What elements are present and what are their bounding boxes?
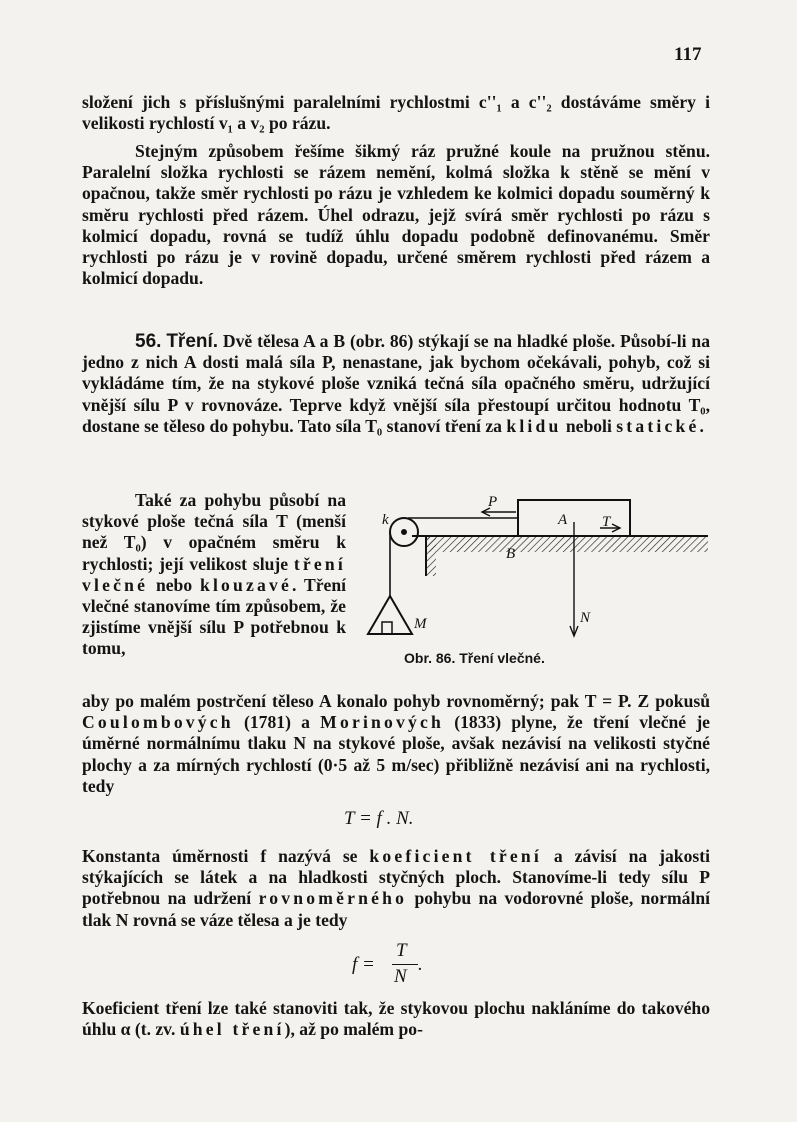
fraction-denominator: N xyxy=(394,966,407,987)
text-span: nebo xyxy=(148,574,200,595)
label-P: P xyxy=(488,494,498,510)
friction-diagram xyxy=(352,494,712,648)
fraction-lhs: f = xyxy=(352,954,375,975)
hanging-weight xyxy=(368,596,412,634)
paragraph-sliding-friction xyxy=(82,490,346,660)
paragraph-friction-intro xyxy=(82,331,710,437)
text-span: ), až po malém po- xyxy=(284,1019,423,1040)
spaced-term-koeficient-treni: koeficient tření xyxy=(369,846,542,866)
weight-mass xyxy=(382,622,392,634)
spaced-term-klidu: klidu xyxy=(506,415,562,436)
table-edge-hatch xyxy=(426,536,436,576)
paragraph-oblique-impact: Stejným způsobem řešíme šikmý ráz pružné koule na pružnou stěnu. Paralelní složka rychlosti se rázem nemění, kolmá složka k stěně se mění v opačnou, takže směr rychlosti po rázu je vzhledem ke kolmici dopadu souměrný k směru rychlosti před rázem. Úhel odrazu, jejž svírá směr rychlosti po rázu s kolmicí dopadu, rovná se tudíž úhlu dopadu podobně definovanému. Směr rychlosti po rázu je v rovině dopadu, určené směrem rychlosti před rázem a kolmicí dopadu. xyxy=(82,141,710,289)
label-B: B xyxy=(506,546,516,562)
text-span: Dvě tělesa A a B (obr. 86) stýkají se na hladké ploše. Působí-li na jedno z nich A dosti malá síla P, nenastane, jak bychom očekávali, pohyb, což si vykládáme tím, že na stykové ploše vzniká tečná síla opačného směru, udržující vnější sílu P v rovnováze. Teprve když vnější síla přestoupí určitou hodnotu T₀, dostane se těleso do pohybu. Tato síla T₀ stanoví tření za xyxy=(82,331,710,436)
text-span: (1781) a xyxy=(233,712,321,733)
label-T: T xyxy=(602,514,611,530)
text-span: aby po malém postrčení těleso A konalo pohyb rovnoměrný; pak T = P. Z pokusů xyxy=(82,691,710,711)
label-A: A xyxy=(558,512,568,528)
text-span: . Tření vlečné stanovíme tím způsobem, že zjistíme vnější sílu P potřebnou k tomu, xyxy=(82,574,346,659)
pulley-axle xyxy=(401,529,407,535)
text-span: neboli xyxy=(561,415,617,436)
label-k: k xyxy=(382,512,389,528)
label-N: N xyxy=(580,610,591,626)
text-span: Koeficient tření lze také stanoviti tak, že stykovou plochu nakláníme do takového úhlu α (t. zv. xyxy=(82,998,710,1040)
section-title: Tření. xyxy=(166,331,219,352)
figure-caption: Obr. 86. Tření vlečné. xyxy=(404,650,545,666)
text-span: pohybu na vodorovné ploše, normální tlak N rovná se váze tělesa a je tedy xyxy=(82,888,711,930)
spaced-name-morin: Morinových xyxy=(320,712,445,733)
fraction-end: . xyxy=(418,954,423,975)
label-M: M xyxy=(414,616,427,632)
table-surface xyxy=(426,536,708,552)
paragraph-friction-coefficient xyxy=(82,846,710,931)
paragraph-velocity-composition: složení jich s příslušnými paralelními rychlostmi c''₁ a c''₂ dostáváme směry i velikosti rychlostí v₁ a v₂ po rázu. xyxy=(82,92,710,134)
text-span: (1833) plyne, že tření vlečné je úměrné normálnímu tlaku N na stykové ploše, avšak nezávisí na velikosti styčné plochy a za mírných rychlostí (0·5 až 5 m/sec) přibližně nezávisí ani na rychlosti, tedy xyxy=(82,712,710,796)
page-number: 117 xyxy=(674,44,702,65)
text-span: Také za pohybu působí na stykové ploše tečná síla T (menší než T₀) v opačném směru k rychlosti; její velikost sluje xyxy=(82,490,346,574)
paragraph-friction-angle xyxy=(82,998,710,1040)
text-span: a závisí na jakosti stýkajících se látek a na hladkosti styčných ploch. Stanovíme-li tedy sílu P potřebnou na udržení xyxy=(82,846,710,909)
paragraph-coulomb-morin xyxy=(82,691,710,797)
spaced-term-treni-vlecne: tření vlečné xyxy=(82,553,346,595)
spaced-term-rovnomerneho: rovnoměrného xyxy=(258,888,408,909)
section-number: 56. xyxy=(135,331,162,352)
spaced-term-uhel-treni: úhel tření xyxy=(179,1019,285,1040)
text-span: . xyxy=(699,415,704,436)
text-span: Konstanta úměrnosti f nazývá se xyxy=(82,846,370,866)
formula-friction-law: T = f . N. xyxy=(344,808,414,829)
spaced-term-klouzave: klouzavé xyxy=(199,574,293,595)
formula-coefficient-fraction xyxy=(352,940,432,988)
spaced-term-staticke: statické xyxy=(616,415,700,436)
spaced-name-coulomb: Coulombových xyxy=(82,712,234,733)
fraction-numerator: T xyxy=(396,940,407,961)
